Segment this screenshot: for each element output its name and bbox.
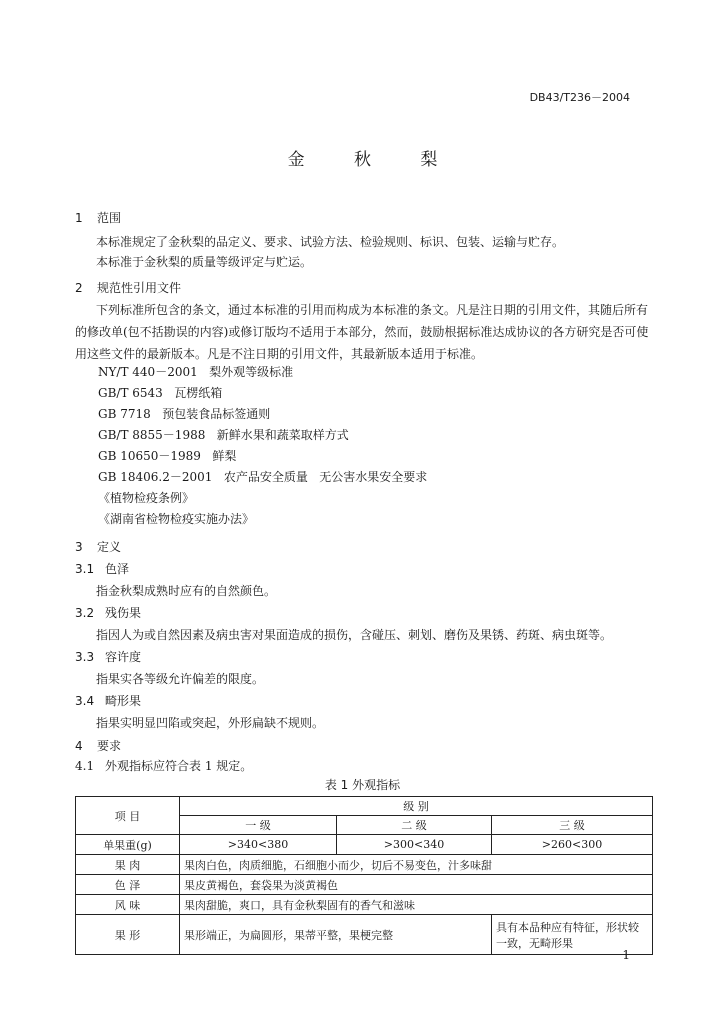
reference-item: GB 7718 预包装食品标签通则 — [98, 407, 271, 421]
definition-number: 3.2 — [75, 606, 95, 620]
section-number: 4 — [75, 739, 83, 753]
cell-value: 果皮黄褐色，套袋果为淡黄褐色 — [180, 875, 653, 895]
definition-text: 指金秋梨成熟时应有的自然颜色。 — [96, 584, 277, 598]
definition-number: 3.4 — [75, 694, 95, 708]
table-row — [76, 895, 653, 915]
reference-item: GB/T 6543 瓦楞纸箱 — [98, 386, 223, 400]
grade-3-header: 三 级 — [492, 816, 653, 835]
section-number: 3 — [75, 540, 83, 554]
section-1-para-2: 本标准于金秋梨的质量等级评定与贮运。 — [96, 255, 313, 269]
header-item: 项 目 — [76, 797, 180, 835]
section-1-para-1: 本标准规定了金秋梨的品定义、要求、试验方法、检验规则、标识、包装、运输与贮存。 — [96, 235, 565, 249]
subsection-number: 4.1 — [75, 759, 95, 773]
row-label: 果 肉 — [76, 855, 180, 875]
grade-2-header: 二 级 — [337, 816, 492, 835]
reference-item: 《湖南省检物检疫实施办法》 — [98, 512, 255, 526]
section-title: 规范性引用文件 — [97, 281, 182, 295]
definition-heading — [75, 560, 129, 577]
subsection-text: 外观指标应符合表 1 规定。 — [105, 759, 253, 773]
table-row — [76, 915, 653, 955]
section-title: 定义 — [97, 540, 122, 554]
header-grade: 级 别 — [180, 797, 653, 816]
definition-text: 指果实明显凹陷或突起，外形扁缺不规则。 — [96, 716, 325, 730]
cell-value: >260<300 — [492, 835, 653, 855]
reference-item: NY/T 440－2001 梨外观等级标准 — [98, 365, 294, 379]
reference-item: 《植物检疫条例》 — [98, 491, 195, 505]
section-number: 1 — [75, 211, 83, 225]
definition-heading — [75, 692, 141, 709]
table-row — [76, 875, 653, 895]
page-number: 1 — [622, 948, 630, 962]
section-4-heading — [75, 737, 121, 754]
row-label: 果 形 — [76, 915, 180, 955]
definition-number: 3.3 — [75, 650, 95, 664]
grade-1-header: 一 级 — [180, 816, 337, 835]
row-label: 风 味 — [76, 895, 180, 915]
section-title: 范围 — [97, 211, 122, 225]
reference-item: GB/T 8855－1988 新鲜水果和蔬菜取样方式 — [98, 428, 349, 442]
reference-item: GB 18406.2－2001 农产品安全质量 无公害水果安全要求 — [98, 470, 428, 484]
definition-number: 3.1 — [75, 562, 95, 576]
section-title: 要求 — [97, 739, 122, 753]
definition-term: 残伤果 — [105, 606, 142, 620]
standard-code: DB43/T236－2004 — [529, 91, 630, 104]
row-label: 色 泽 — [76, 875, 180, 895]
definition-heading — [75, 604, 141, 621]
cell-value: 具有本品种应有特征，形状较一致，无畸形果 — [492, 915, 653, 955]
definition-term: 畸形果 — [105, 694, 142, 708]
section-2-heading — [75, 279, 181, 296]
definition-text: 指果实各等级允许偏差的限度。 — [96, 672, 265, 686]
definition-term: 色泽 — [105, 562, 130, 576]
section-number: 2 — [75, 281, 83, 295]
cell-value: >300<340 — [337, 835, 492, 855]
appearance-table — [75, 796, 653, 955]
subsection-4-1 — [75, 757, 252, 774]
cell-value: 果肉白色，肉质细脆，石细胞小而少，切后不易变色，汁多味甜 — [180, 855, 653, 875]
row-label: 单果重(g) — [76, 835, 180, 855]
cell-value: 果形端正，为扁圆形，果蒂平整，果梗完整 — [180, 915, 492, 955]
table-row — [76, 835, 653, 855]
reference-item: GB 10650－1989 鲜梨 — [98, 449, 237, 463]
table-caption: 表 1 外观指标 — [324, 778, 401, 792]
definition-term: 容许度 — [105, 650, 142, 664]
definition-text: 指因人为或自然因素及病虫害对果面造成的损伤，含碰压、刺划、磨伤及果锈、药斑、病虫斑等。 — [96, 628, 613, 642]
cell-value: 果肉甜脆，爽口，具有金秋梨固有的香气和滋味 — [180, 895, 653, 915]
section-2-intro: 下列标准所包含的条文，通过本标准的引用而构成为本标准的条文。凡是注日期的引用文件，其随后所有的修改单(包不括勘误的内容)或修订版均不适用于本部分，然而，鼓励根据标准达成协议的各方研究是否可使用这些文件的最新版本。凡是不注日期的引用文件，其最新版本适用于标准。 — [75, 303, 649, 361]
section-1-heading — [75, 209, 121, 226]
cell-value: >340<380 — [180, 835, 337, 855]
document-title: 金 秋 梨 — [287, 150, 460, 170]
definition-heading — [75, 648, 141, 665]
section-3-heading — [75, 538, 121, 555]
table-row — [76, 855, 653, 875]
